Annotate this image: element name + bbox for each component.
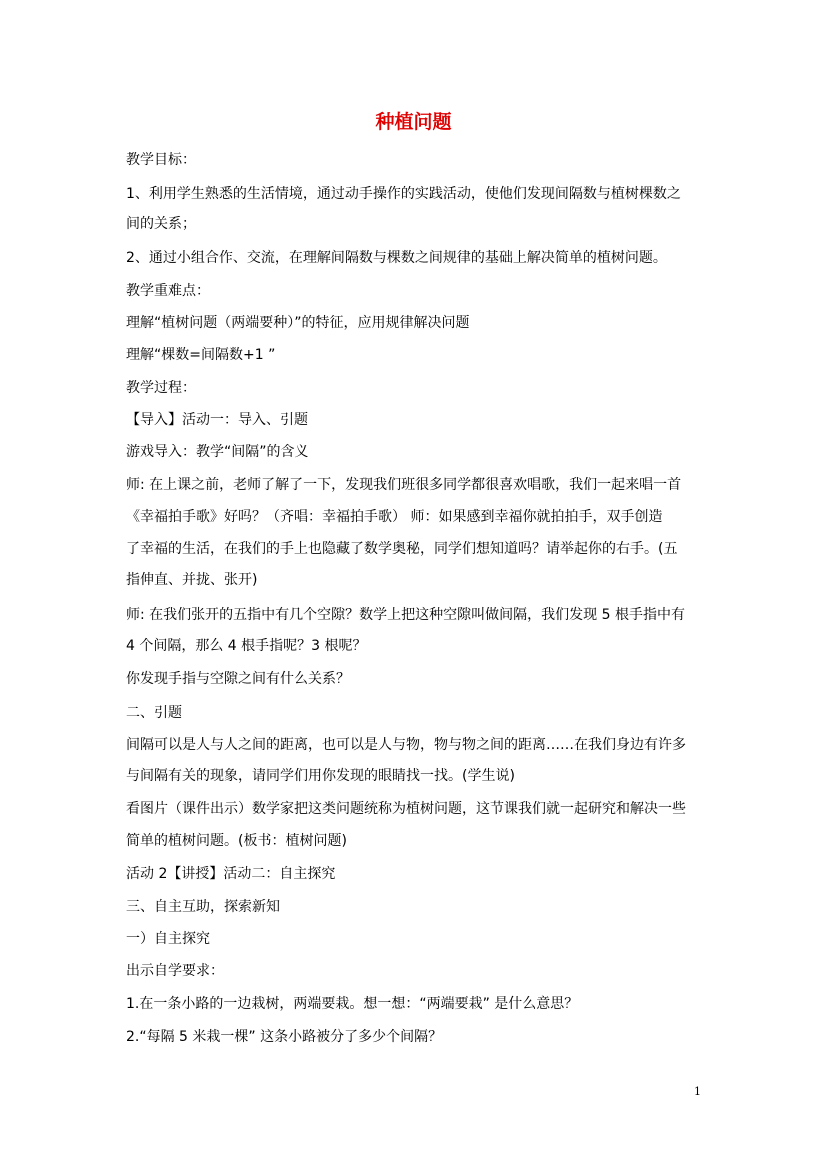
- paragraph-line: 师: 在上课之前，老师了解了一下，发现我们班很多同学都很喜欢唱歌，我们一起来唱一首: [126, 477, 682, 493]
- paragraph-line: 1、利用学生熟悉的生活情境，通过动手操作的实践活动，使他们发现间隔数与植树棵数之: [126, 186, 681, 202]
- paragraph-line: 理解“植树问题（两端要种）”的特征，应用规律解决问题: [126, 315, 470, 331]
- paragraph-line: 与间隔有关的现象，请同学们用你发现的眼睛找一找。(学生说): [126, 768, 515, 784]
- section-heading-process: 教学过程：: [126, 380, 196, 396]
- paragraph-line: 间隔可以是人与人之间的距离，也可以是人与物，物与物之间的距离……在我们身边有许多: [126, 737, 686, 753]
- paragraph-line: 活动 2【讲授】活动二：自主探究: [126, 866, 336, 882]
- paragraph-line: 了幸福的生活，在我们的手上也隐藏了数学奥秘，同学们想知道吗？请举起你的右手。(五: [126, 541, 678, 557]
- paragraph-line: 看图片（课件出示）数学家把这类问题统称为植树问题，这节课我们就一起研究和解决一些: [126, 801, 686, 817]
- page-number: 1: [694, 1085, 701, 1098]
- paragraph-line: 师: 在我们张开的五指中有几个空隙？数学上把这种空隙叫做间隔，我们发现 5 根手指中有: [126, 607, 685, 623]
- paragraph-line: 简单的植树问题。(板书：植树问题): [126, 833, 347, 849]
- document-title: 种植问题: [375, 111, 452, 133]
- paragraph-line: 理解“棵数=间隔数+1 ”: [126, 347, 276, 363]
- section-heading-explore: 三、自主互助，探索新知: [126, 899, 280, 915]
- paragraph-line: 间的关系；: [126, 216, 196, 232]
- paragraph-line: 出示自学要求：: [126, 963, 224, 979]
- paragraph-line: 2、通过小组合作、交流，在理解间隔数与棵数之间规律的基础上解决简单的植树问题。: [126, 250, 667, 266]
- paragraph-line: 4 个间隔，那么 4 根手指呢？3 根呢？: [126, 638, 367, 654]
- paragraph-line: 一）自主探究: [126, 931, 210, 947]
- paragraph-line: 1.在一条小路的一边栽树，两端要栽。想一想：“两端要栽” 是什么意思？: [126, 996, 579, 1012]
- paragraph-line: 你发现手指与空隙之间有什么关系？: [126, 671, 350, 687]
- section-heading-key-points: 教学重难点：: [126, 283, 210, 299]
- paragraph-line: 2.“每隔 5 米栽一棵” 这条小路被分了多少个间隔？: [126, 1029, 443, 1045]
- paragraph-line: 游戏导入：教学“间隔”的含义: [126, 444, 309, 460]
- section-heading-intro: 二、引题: [126, 705, 182, 721]
- section-heading-objectives: 教学目标：: [126, 152, 196, 168]
- paragraph-line: 《幸福拍手歌》好吗？（齐唱：幸福拍手歌） 师：如果感到幸福你就拍拍手，双手创造: [126, 509, 663, 525]
- paragraph-line: 【导入】活动一：导入、引题: [126, 412, 308, 428]
- paragraph-line: 指伸直、并拢、张开): [126, 572, 258, 588]
